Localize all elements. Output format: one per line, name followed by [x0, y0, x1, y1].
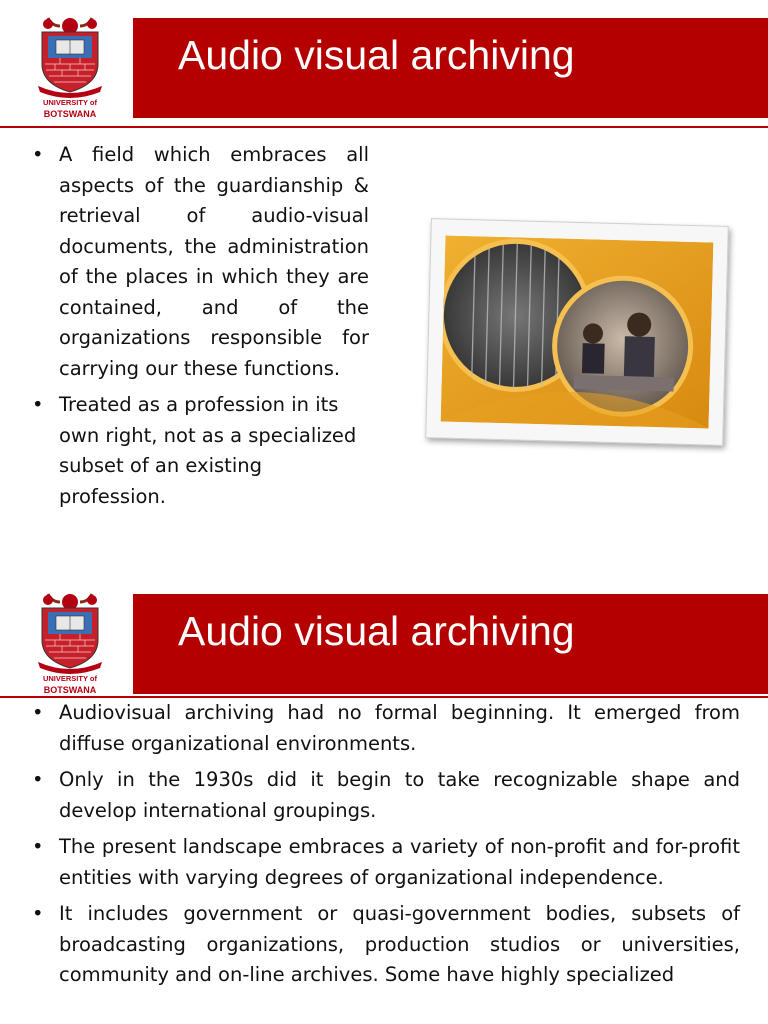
- logo-line-1: UNIVERSITY of: [42, 98, 98, 107]
- bullet-item: • It includes government or quasi-government bodies, subsets of broadcasting organizations, production studios or universities, community and on-line archives. Some have highly specialized: [30, 899, 740, 991]
- university-crest-icon: [30, 590, 110, 696]
- bullet-item: • Treated as a profession in its own right, not as a specialized subset of an existing profession.: [30, 390, 369, 512]
- bullet-item: • The present landscape embraces a variety of non-profit and for-profit entities with varying degrees of organizational independence.: [30, 832, 740, 893]
- slide-title: Audio visual archiving: [178, 608, 575, 654]
- title-banner: [133, 594, 768, 694]
- logo-line-2: BOTSWANA: [43, 685, 97, 695]
- university-crest-icon: [30, 14, 110, 120]
- logo-line-2: BOTSWANA: [43, 109, 97, 119]
- logo-line-1: UNIVERSITY of: [42, 674, 98, 683]
- slide-title: Audio visual archiving: [178, 32, 575, 78]
- header-divider: [0, 126, 768, 128]
- title-banner: [133, 18, 768, 118]
- bullet-item: • Only in the 1930s did it begin to take recognizable shape and develop international groupings.: [30, 765, 740, 826]
- bullet-list: [30, 140, 369, 518]
- bullet-item: • Audiovisual archiving had no formal beginning. It emerged from diffuse organizational environments.: [30, 698, 740, 759]
- archive-photo: [425, 218, 729, 446]
- bullet-item: • A field which embraces all aspects of the guardianship & retrieval of audio-visual documents, the administration of the places in which they are contained, and of the organizations responsible for carrying our these functions.: [30, 140, 369, 384]
- bullet-list: [30, 698, 740, 997]
- slide-2: [0, 576, 768, 1024]
